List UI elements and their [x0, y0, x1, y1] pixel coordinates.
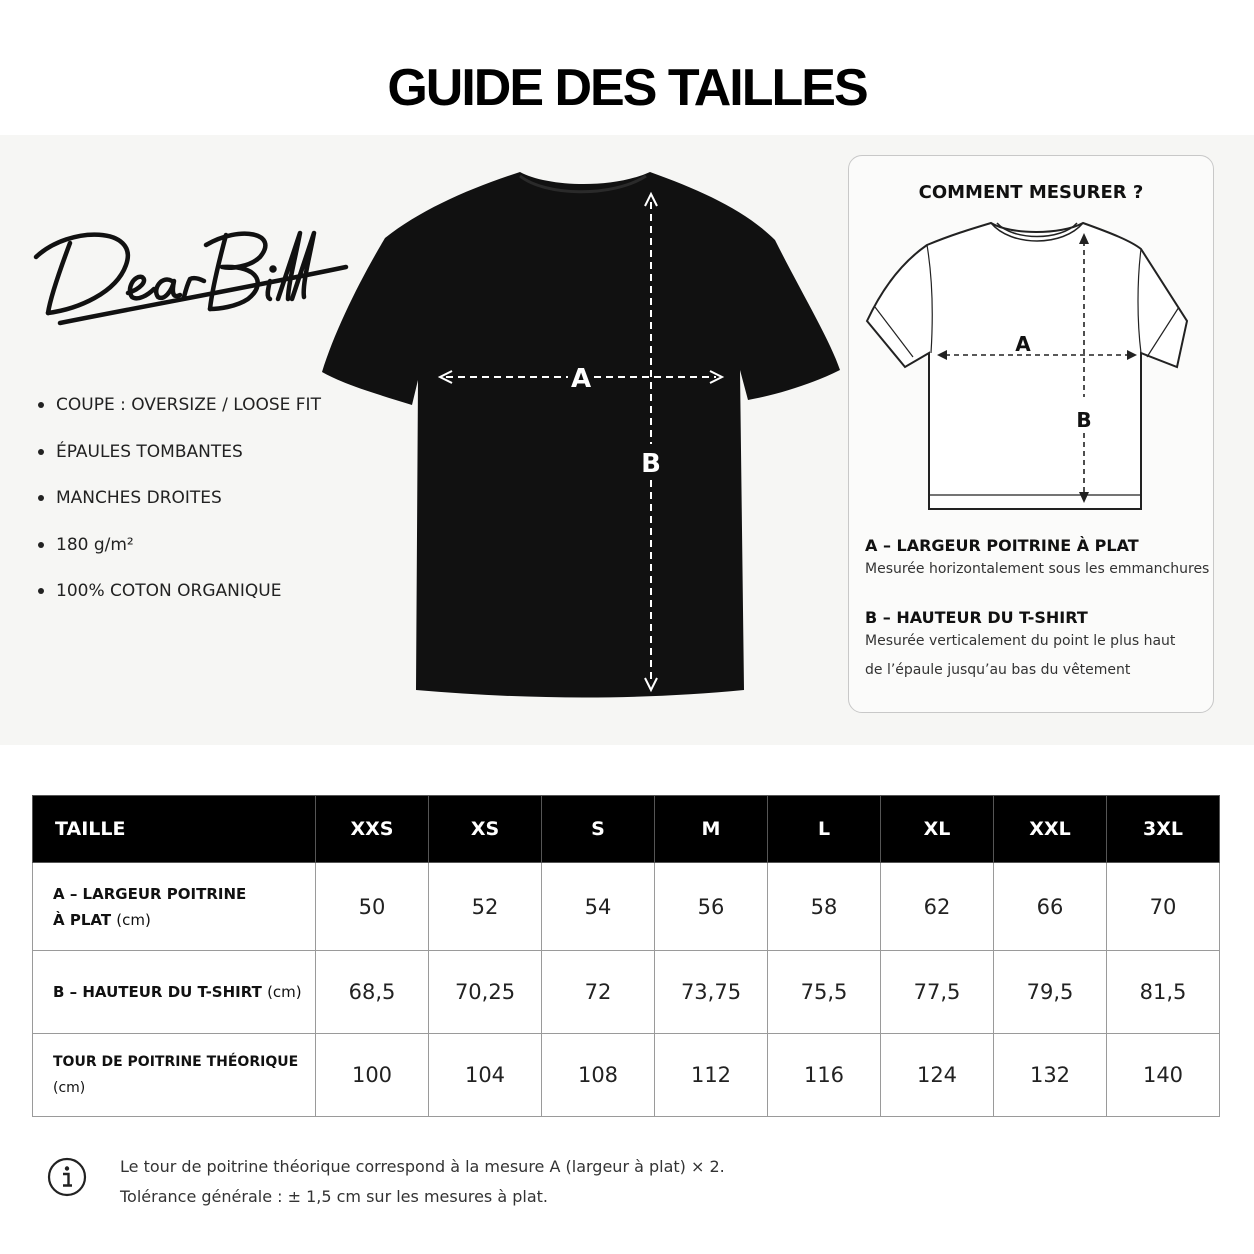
size-header-cell: XL: [881, 796, 994, 863]
measure-b-description-line2: de l’épaule jusqu’au bas du vêtement: [865, 662, 1131, 678]
info-icon: [46, 1156, 88, 1198]
size-header-row: [33, 796, 1220, 863]
feature-item: 100% COTON ORGANIQUE: [38, 578, 321, 625]
table-cell: 72: [542, 951, 655, 1034]
measure-b-description-line1: Mesurée verticalement du point le plus haut: [865, 633, 1176, 649]
footnote-line1: Le tour de poitrine théorique correspond à la mesure A (largeur à plat) × 2.: [120, 1157, 725, 1176]
row-label: [33, 1034, 316, 1117]
size-header-cell: L: [768, 796, 881, 863]
row-label-text: B – HAUTEUR DU T-SHIRT: [53, 983, 262, 1001]
size-header-cell: M: [655, 796, 768, 863]
table-cell: 132: [994, 1034, 1107, 1117]
howto-label-b: B: [1076, 408, 1092, 432]
outline-tshirt-diagram: [863, 216, 1199, 516]
table-cell: 66: [994, 863, 1107, 951]
table-cell: 56: [655, 863, 768, 951]
row-label-unit: (cm): [116, 910, 151, 929]
size-header-cell: 3XL: [1107, 796, 1220, 863]
size-header-cell: XXS: [316, 796, 429, 863]
table-cell: 124: [881, 1034, 994, 1117]
size-header-cell: S: [542, 796, 655, 863]
tshirt-measurement-diagram: [318, 168, 848, 708]
size-header-cell: XS: [429, 796, 542, 863]
row-label: [33, 863, 316, 951]
feature-item: 180 g/m²: [38, 532, 321, 579]
table-cell: 75,5: [768, 951, 881, 1034]
feature-item: ÉPAULES TOMBANTES: [38, 439, 321, 486]
table-cell: 68,5: [316, 951, 429, 1034]
table-cell: 108: [542, 1034, 655, 1117]
tshirt-body: [322, 172, 840, 698]
howto-label-a: A: [1015, 332, 1031, 356]
table-cell: 54: [542, 863, 655, 951]
row-label-unit: (cm): [53, 1080, 86, 1096]
how-to-measure-title: COMMENT MESURER ?: [918, 182, 1144, 203]
table-cell: 50: [316, 863, 429, 951]
table-cell: 77,5: [881, 951, 994, 1034]
tshirt-label-a: A: [570, 364, 592, 394]
measure-a-description: Mesurée horizontalement sous les emmanchures: [865, 561, 1210, 577]
row-label-line2: À PLAT: [53, 910, 112, 929]
table-cell: 70: [1107, 863, 1220, 951]
table-cell: 104: [429, 1034, 542, 1117]
table-cell: 140: [1107, 1034, 1220, 1117]
table-cell: 116: [768, 1034, 881, 1117]
row-label: [33, 951, 316, 1034]
brand-logo: [30, 205, 350, 335]
page-title: GUIDE DES TAILLES: [387, 59, 867, 117]
table-row: [33, 951, 1220, 1034]
table-cell: 52: [429, 863, 542, 951]
table-row: [33, 1034, 1220, 1117]
row-label-text: TOUR DE POITRINE THÉORIQUE: [53, 1054, 299, 1070]
feature-item: COUPE : OVERSIZE / LOOSE FIT: [38, 392, 321, 439]
table-cell: 62: [881, 863, 994, 951]
tshirt-label-b: B: [641, 449, 661, 479]
table-cell: 100: [316, 1034, 429, 1117]
feature-item: MANCHES DROITES: [38, 485, 321, 532]
table-cell: 112: [655, 1034, 768, 1117]
table-cell: 79,5: [994, 951, 1107, 1034]
table-row: [33, 863, 1220, 951]
measure-b-heading: B – HAUTEUR DU T-SHIRT: [865, 608, 1088, 627]
table-cell: 58: [768, 863, 881, 951]
how-to-measure-panel: [848, 155, 1214, 713]
measure-a-heading: A – LARGEUR POITRINE À PLAT: [865, 536, 1139, 555]
row-label-line1: A – LARGEUR POITRINE: [53, 884, 247, 903]
table-cell: 73,75: [655, 951, 768, 1034]
table-cell: 81,5: [1107, 951, 1220, 1034]
size-header-label: TAILLE: [33, 796, 316, 863]
table-cell: 70,25: [429, 951, 542, 1034]
row-label-unit: (cm): [267, 983, 302, 1001]
footnote-line2: Tolérance générale : ± 1,5 cm sur les mesures à plat.: [120, 1187, 548, 1206]
size-header-cell: XXL: [994, 796, 1107, 863]
size-table: [32, 795, 1220, 1117]
feature-list: [38, 392, 321, 625]
